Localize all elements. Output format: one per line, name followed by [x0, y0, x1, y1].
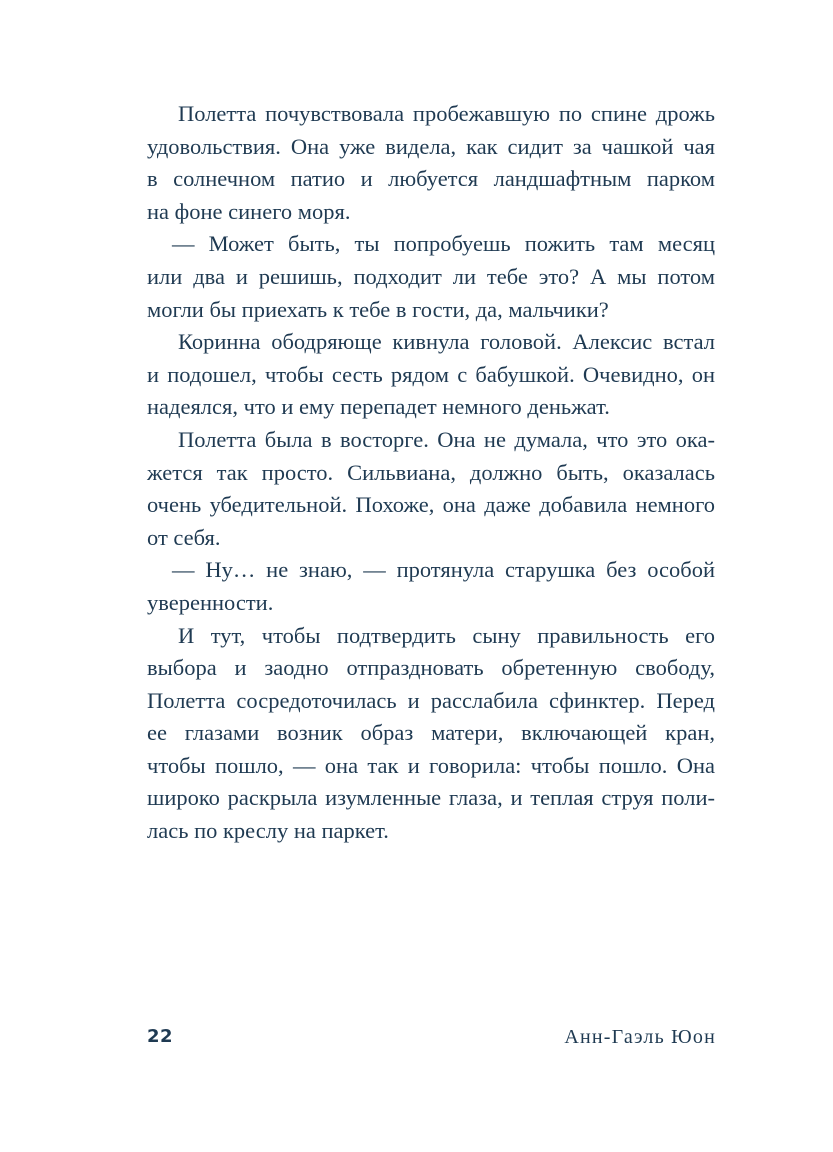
text-line: чтобы пошло, — она так и говорила: чтобы пошло. Она — [147, 752, 715, 778]
text-line: Коринна ободряюще кивнула головой. Алексис встал — [178, 329, 715, 355]
text-line: выбора и заодно отпраздновать обретенную свободу, — [147, 655, 715, 681]
text-line: Полетта сосредоточилась и расслабила сфинктер. Перед — [147, 687, 715, 713]
text-line: широко раскрыла изумленные глаза, и теплая струя поли- — [147, 785, 715, 811]
text-line: ее глазами возник образ матери, включающей кран, — [147, 720, 715, 746]
text-line: лась по креслу на паркет. — [147, 818, 389, 844]
text-line: Полетта была в восторге. Она не думала, что это ока- — [178, 426, 715, 452]
text-line: удовольствия. Она уже видела, как сидит за чашкой чая — [147, 133, 715, 159]
running-footer-author: Анн-Гаэль Юон — [564, 1026, 716, 1048]
text-line: И тут, чтобы подтвердить сыну правильность его — [178, 622, 715, 648]
text-line: очень убедительной. Похоже, она даже добавила немного — [147, 492, 715, 518]
text-line: жется так просто. Сильвиана, должно быть, оказалась — [147, 459, 715, 485]
body-text — [147, 98, 715, 848]
text-line: от себя. — [147, 524, 221, 550]
text-line: Полетта почувствовала пробежавшую по спине дрожь — [178, 101, 715, 126]
text-line: могли бы приехать к тебе в гости, да, мальчики? — [147, 296, 609, 322]
text-line: — Ну… не знаю, — протянула старушка без особой — [172, 557, 715, 583]
text-line: и подошел, чтобы сесть рядом с бабушкой. Очевидно, он — [147, 361, 715, 387]
page-number: 22 — [147, 1026, 174, 1047]
text-line: или два и решишь, подходит ли тебе это? А мы потом — [147, 263, 715, 289]
text-line: — Может быть, ты попробуешь пожить там месяц — [172, 231, 715, 257]
text-line: на фоне синего моря. — [147, 198, 351, 224]
text-line: надеялся, что и ему перепадет немного деньжат. — [147, 394, 610, 420]
text-line: в солнечном патио и любуется ландшафтным парком — [147, 166, 715, 192]
text-line: уверенности. — [147, 589, 274, 615]
